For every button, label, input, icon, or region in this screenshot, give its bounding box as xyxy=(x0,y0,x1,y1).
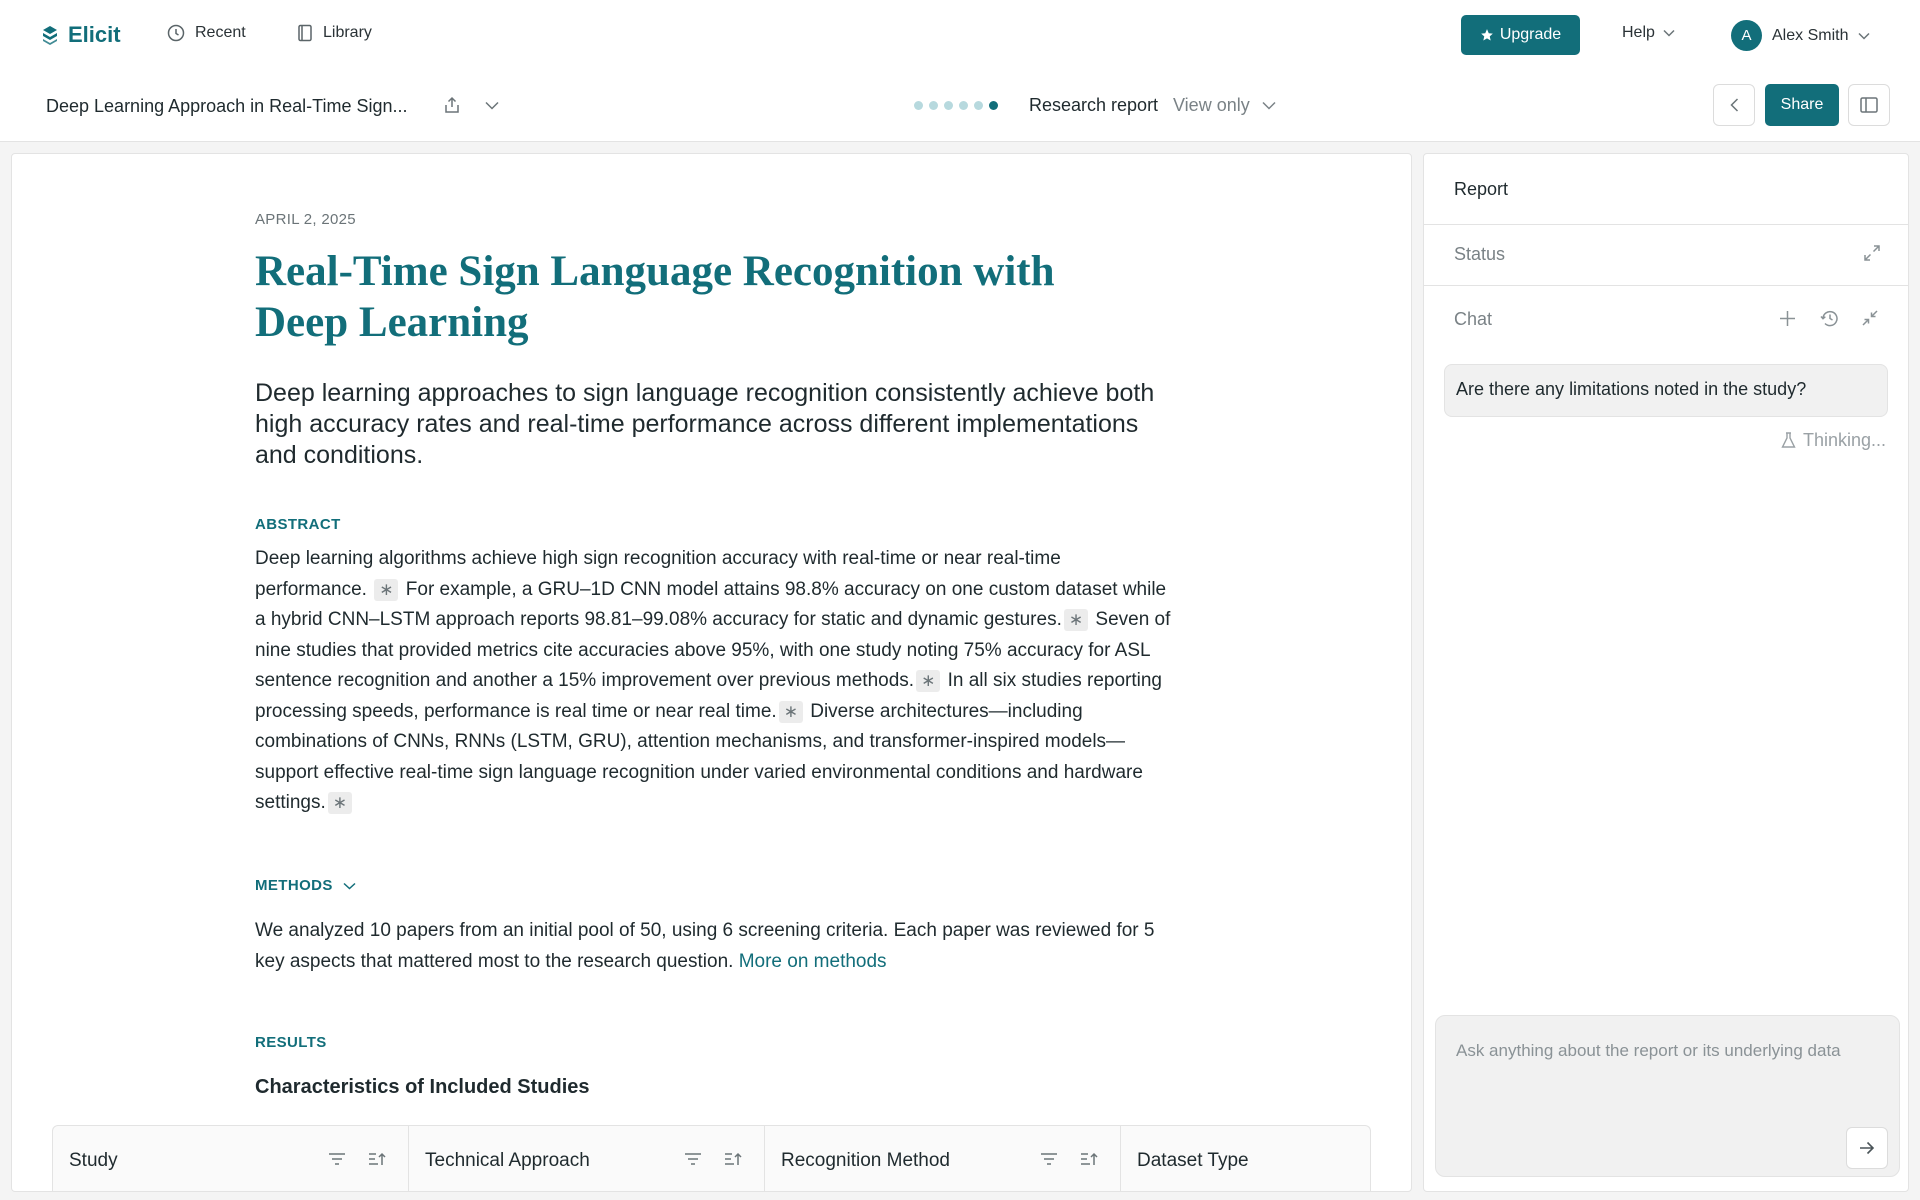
help-label: Help xyxy=(1622,24,1655,41)
progress-step xyxy=(929,101,938,110)
thinking-label: Thinking... xyxy=(1802,430,1886,450)
methods-body: We analyzed 10 papers from an initial pool of 50, using 6 screening criteria. Each paper was reviewed for 5 key aspects that mattered most to the research question. xyxy=(255,920,1155,972)
star-icon xyxy=(1480,28,1494,42)
citation-marker[interactable]: ∗ xyxy=(1064,609,1088,631)
status-label: Status xyxy=(1454,244,1506,264)
progress-step xyxy=(914,101,923,110)
citation-marker[interactable]: ∗ xyxy=(328,792,352,814)
expand-icon[interactable] xyxy=(1864,245,1880,261)
results-heading: RESULTS xyxy=(255,1034,327,1051)
export-icon[interactable] xyxy=(443,96,461,114)
abstract-sentence: Diverse architectures—including combinations of CNNs, RNNs (LSTM, GRU), attention mechanisms, and transformer-inspired models—support effective real-time sign language recognition under varied environmental conditions and hardware settings. xyxy=(255,700,1143,813)
access-label: View only xyxy=(1173,95,1250,115)
progress-steps xyxy=(914,101,998,110)
top-nav xyxy=(0,0,1920,72)
column-header-technical-approach[interactable] xyxy=(409,1126,765,1192)
abstract-sentence: Seven of nine studies that provided metrics cite accuracies above 95%, with one study noting 75% accuracy for ASL sentence recognition and another a 15% improvement over previous methods. xyxy=(255,609,1171,691)
methods-toggle[interactable] xyxy=(255,877,356,894)
nav-library[interactable] xyxy=(297,24,372,42)
citation-marker[interactable]: ∗ xyxy=(374,579,398,601)
chevron-down-icon xyxy=(343,882,356,890)
chevron-down-icon xyxy=(1858,32,1870,40)
progress-step xyxy=(974,101,983,110)
chevron-left-icon xyxy=(1730,98,1739,112)
plus-icon[interactable] xyxy=(1779,310,1796,327)
chat-composer xyxy=(1435,1015,1900,1177)
progress-step xyxy=(944,101,953,110)
upgrade-label: Upgrade xyxy=(1499,26,1562,43)
chat-label: Chat xyxy=(1454,309,1493,329)
report-type-label: Research report xyxy=(1029,95,1159,115)
app-logo[interactable] xyxy=(40,22,121,48)
document-header xyxy=(0,72,1920,142)
report-title: Real-Time Sign Language Recognition with Deep Learning xyxy=(255,248,1055,346)
assistant-panel xyxy=(1423,153,1909,1192)
help-menu[interactable] xyxy=(1622,24,1675,42)
column-label: Recognition Method xyxy=(781,1150,950,1171)
chat-input[interactable] xyxy=(1456,1038,1866,1108)
status-section-header[interactable] xyxy=(1424,225,1909,286)
user-name: Alex Smith xyxy=(1772,26,1849,44)
column-header-recognition-method[interactable] xyxy=(765,1126,1121,1192)
arrow-right-icon xyxy=(1859,1141,1875,1155)
document-title[interactable]: Deep Learning Approach in Real-Time Sign... xyxy=(46,96,408,116)
user-message: Are there any limitations noted in the study? xyxy=(1444,364,1888,417)
chevron-down-icon[interactable] xyxy=(485,101,499,110)
filter-icon[interactable] xyxy=(1040,1152,1058,1166)
sort-icon[interactable] xyxy=(1080,1152,1098,1166)
abstract-text xyxy=(255,544,1175,819)
column-label: Study xyxy=(69,1150,118,1171)
column-header-dataset-type[interactable] xyxy=(1121,1126,1370,1192)
book-icon xyxy=(297,24,313,42)
history-icon[interactable] xyxy=(1820,310,1838,327)
share-button[interactable]: Share xyxy=(1765,84,1839,126)
sort-icon[interactable] xyxy=(724,1152,742,1166)
progress-step xyxy=(959,101,968,110)
toggle-sidebar-button[interactable] xyxy=(1848,84,1890,126)
chevron-down-icon xyxy=(1262,101,1276,110)
nav-library-label: Library xyxy=(323,24,372,41)
abstract-sentence: For example, a GRU–1D CNN model attains 98.8% accuracy on one custom dataset while a hybrid CNN–LSTM approach reports 98.81–99.08% accuracy for static and dynamic gestures. xyxy=(255,578,1167,630)
back-button[interactable] xyxy=(1713,84,1755,126)
send-button[interactable] xyxy=(1846,1127,1888,1169)
abstract-sentence: Deep learning algorithms achieve high sign recognition accuracy with real-time or near real-time performance. xyxy=(255,548,1061,600)
access-dropdown[interactable] xyxy=(1173,95,1276,116)
table-title: Characteristics of Included Studies xyxy=(255,1076,590,1098)
methods-text xyxy=(255,916,1175,977)
thinking-indicator xyxy=(1781,430,1886,451)
report-section-header[interactable] xyxy=(1424,154,1909,225)
report-summary: Deep learning approaches to sign language recognition consistently achieve both high accuracy rates and real-time performance across different implementations and conditions. xyxy=(255,379,1155,469)
chevron-down-icon xyxy=(1663,29,1675,37)
more-on-methods-link[interactable]: More on methods xyxy=(738,950,887,972)
flask-icon xyxy=(1781,432,1796,449)
upgrade-button[interactable] xyxy=(1461,15,1580,55)
column-header-study[interactable] xyxy=(53,1126,409,1192)
report-panel xyxy=(11,153,1412,1192)
progress-step-current xyxy=(989,101,998,110)
avatar: A xyxy=(1731,20,1762,51)
nav-recent[interactable] xyxy=(167,24,246,42)
filter-icon[interactable] xyxy=(684,1152,702,1166)
citation-marker[interactable]: ∗ xyxy=(779,701,803,723)
sidebar-icon xyxy=(1860,97,1878,113)
studies-table-header xyxy=(52,1125,1371,1192)
column-label: Technical Approach xyxy=(425,1150,590,1171)
filter-icon[interactable] xyxy=(328,1152,346,1166)
collapse-icon[interactable] xyxy=(1862,310,1878,326)
clock-icon xyxy=(167,24,185,42)
sort-icon[interactable] xyxy=(368,1152,386,1166)
methods-heading: METHODS xyxy=(255,877,333,894)
abstract-sentence: In all six studies reporting processing speeds, performance is real time or near real time. xyxy=(255,670,1162,722)
user-menu[interactable] xyxy=(1731,20,1870,51)
report-tab-label: Report xyxy=(1454,179,1509,199)
abstract-heading: ABSTRACT xyxy=(255,516,341,533)
chat-actions xyxy=(1779,310,1878,327)
citation-marker[interactable]: ∗ xyxy=(916,670,940,692)
nav-recent-label: Recent xyxy=(195,24,246,41)
report-date: APRIL 2, 2025 xyxy=(255,211,356,228)
app-name: Elicit xyxy=(68,22,121,47)
elicit-logo-icon xyxy=(40,25,60,45)
column-label: Dataset Type xyxy=(1137,1150,1249,1171)
